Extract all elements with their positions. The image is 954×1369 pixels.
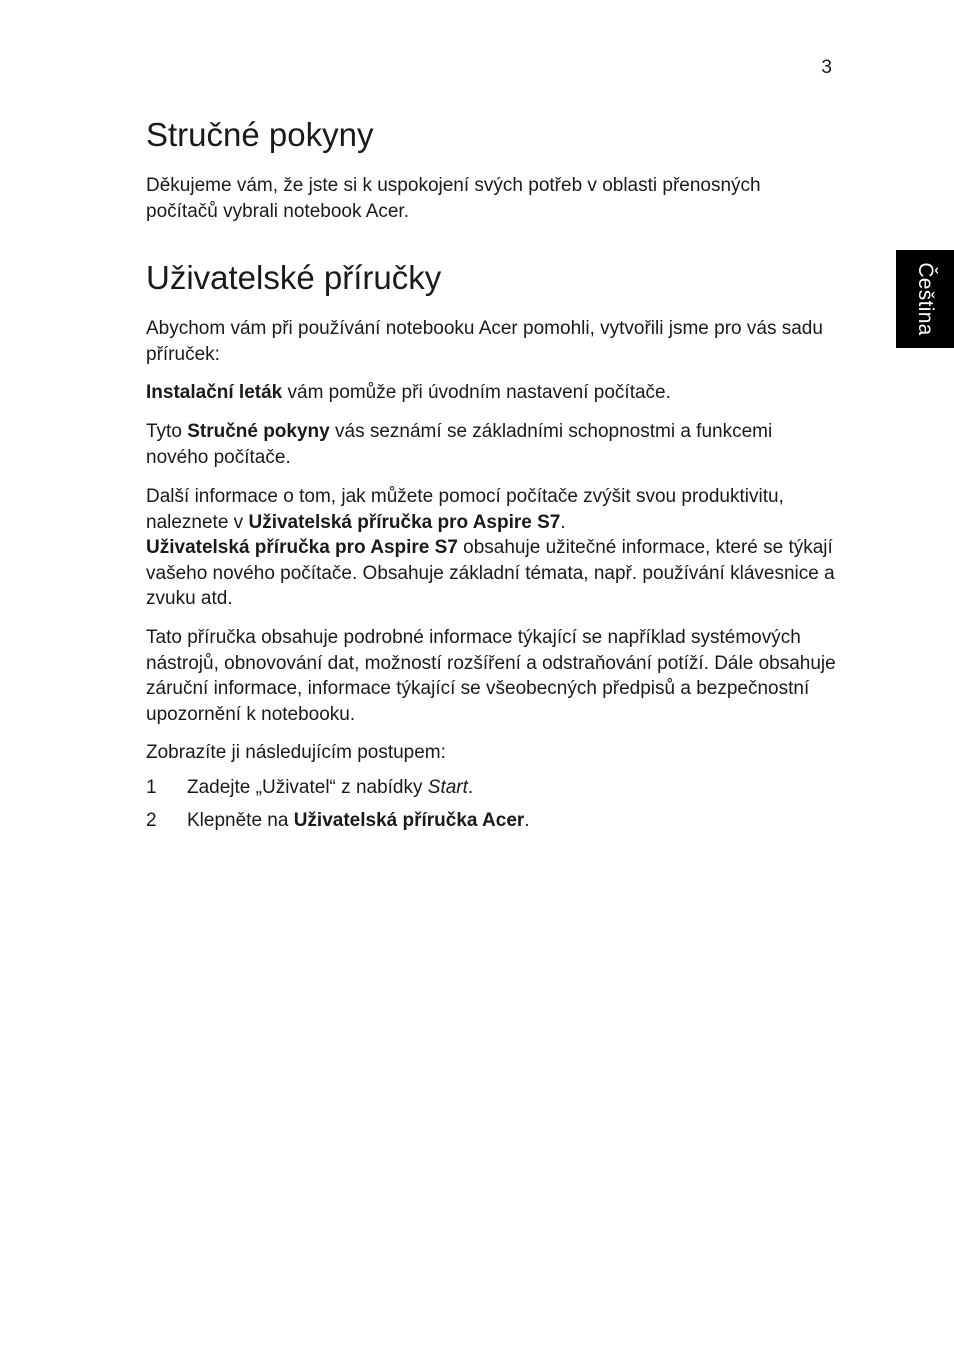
paragraph-thanks-text: Děkujeme vám, že jste si k uspokojení svých potřeb v oblasti přenosných počítačů vybrali notebook Acer. — [146, 175, 761, 222]
list-item-text: Zadejte „Uživatel“ z nabídky Start. — [187, 777, 474, 798]
paragraph-guide-contents-text: Tato příručka obsahuje podrobné informace týkající se například systémových nástrojů, obnovování dat, možností rozšíření a odstraňování potíží. Dále obsahuje záruční informace, informace týkající se všeobecných předpisů a bezpečnostní upozornění k notebooku. — [146, 627, 836, 725]
paragraph-guides-intro — [146, 316, 836, 367]
paragraph-quick-guide — [146, 419, 836, 470]
paragraph-more-info — [146, 484, 836, 612]
heading-quick-guide: Stručné pokyny — [146, 116, 374, 153]
paragraph-steps-intro — [146, 740, 836, 766]
paragraph-setup-leaflet — [146, 380, 836, 406]
list-item-number: 1 — [146, 777, 157, 798]
setup-leaflet-bold: Instalační leták — [146, 382, 283, 403]
setup-leaflet-text: vám pomůže při úvodním nastavení počítače. — [282, 382, 671, 403]
more-info-bold-1: Uživatelská příručka pro Aspire S7 — [248, 511, 561, 533]
list-item-number: 2 — [146, 810, 157, 831]
more-info-bold-2: Uživatelská příručka pro Aspire S7 — [146, 537, 458, 558]
more-info-mid: . — [560, 511, 566, 533]
user-guide-acer-ref: Uživatelská příručka Acer — [293, 810, 525, 831]
more-info-pre: Další informace o tom, jak můžete pomocí počítače zvýšit svou produktivitu, naleznete v — [146, 486, 784, 533]
start-menu-ref: Start — [427, 777, 468, 798]
more-info-text: obsahuje užitečné informace, které se týkají vašeho nového počítače. Obsahuje základní témata, např. používání klávesnice a zvuku atd. — [146, 537, 835, 609]
quick-guide-pre: Tyto — [146, 421, 188, 442]
paragraph-guide-contents — [146, 625, 836, 727]
language-tab — [896, 250, 954, 348]
list-item-text: Klepněte na Uživatelská příručka Acer. — [187, 810, 530, 831]
page-number: 3 — [821, 57, 832, 78]
quick-guide-bold: Stručné pokyny — [187, 421, 330, 442]
heading-user-guides: Uživatelské příručky — [146, 259, 442, 296]
paragraph-thanks — [146, 173, 836, 224]
paragraph-guides-intro-text: Abychom vám při používání notebooku Acer pomohli, vytvořili jsme pro vás sadu příruček: — [146, 318, 823, 365]
paragraph-steps-intro-text: Zobrazíte ji následujícím postupem: — [146, 742, 446, 763]
quick-guide-text: vás seznámí se základními schopnostmi a funkcemi nového počítače. — [146, 421, 773, 468]
language-tab-label: Čeština — [914, 262, 937, 336]
